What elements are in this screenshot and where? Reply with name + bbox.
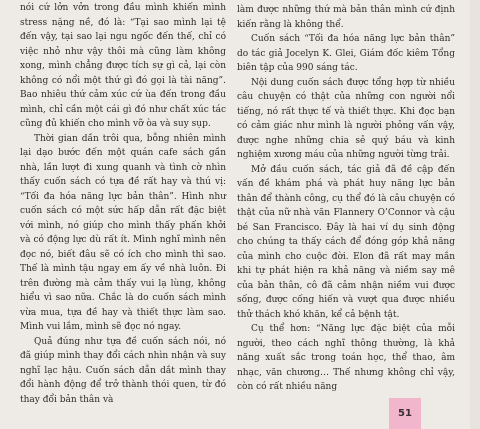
paragraph: Quả đúng như tựa đề cuốn sách nói, nó đã giúp mình thay đổi cách nhìn nhận và suy nghĩ lạc hậu. Cuốn sách dẫn dắt mình thay đổi hành động để trở thành thói quen, từ đó thay đổi bản thân và <box>20 336 226 405</box>
paragraph: làm được những thứ mà bản thân mình cứ định kiến rằng là không thể. <box>237 5 455 30</box>
right-column <box>237 3 455 395</box>
page-number: 51 <box>398 408 412 419</box>
page-number-badge <box>389 398 421 429</box>
paragraph: Mở đầu cuốn sách, tác giả đã đề cập đến vấn đề khám phá và phát huy năng lực bản thân để thành công, cụ thể đó là câu chuyện có thật của nữ nhà văn Flannery O’Connor và cậu bé San Francisco. Đây là hai ví dụ sinh động cho chúng ta thấy cách để đóng góp khả năng của mình cho cuộc đời. Elon đã rất may mắn khi tự phát hiện ra khả năng và niềm say mê của bản thân, cô đã cảm nhận niềm vui được sống, được cống hiến và vượt qua được nhiều thử thách khó khăn, kể cả bệnh tật. <box>237 164 455 320</box>
paragraph: Nội dung cuốn sách được tổng hợp từ nhiều câu chuyện có thật của những con người nổi tiếng, nó rất thực tế và thiết thực. Khi đọc bạn có cảm giác như mình là người phỏng vấn vậy, được nghe những chia sẻ quý báu và kinh nghiệm xương máu của những người từng trải. <box>237 77 455 160</box>
paragraph: Cuốn sách “Tối đa hóa năng lực bản thân” do tác giả Jocelyn K. Glei, Giám đốc kiêm Tổng biên tập của 990 sáng tác. <box>237 34 455 73</box>
paragraph: Cụ thể hơn: “Năng lực đặc biệt của mỗi người, theo cách nghĩ thông thường, là khả năng xuất sắc trong toán học, thể thao, âm nhạc, văn chương… Thế nhưng không chỉ vậy, còn có rất nhiều năng <box>237 324 455 392</box>
page-edge <box>470 0 480 429</box>
left-column <box>20 1 226 407</box>
paragraph: nói cứ lởn vởn trong đầu mình khiến mình stress nặng nề, đó là: “Tại sao mình lại tệ đến vậy, tại sao lại ngu ngốc đến thế, chỉ có việc nhỏ như vậy thôi mà cũng làm không xong, mình chẳng được tích sự gì cả, lại còn không có nổi một thứ gì đó gọi là tài năng”. Bao nhiêu thứ cảm xúc cứ ùa đến trong đầu mình, chỉ cần một cái gì đó như chất xúc tác cũng đủ khiến cho mình vỡ òa và suy sụp. <box>20 3 226 129</box>
paragraph: Thời gian dần trôi qua, bỗng nhiên mình lại dạo bước đến một quán cafe sách gần nhà, lần lượt đi xung quanh và tình cờ nhìn thấy cuốn sách có tựa đề rất hay và thú vị: “Tối đa hóa năng lực bản thân”. Hình như cuốn sách có một sức hấp dẫn rất đặc biệt với mình, nó giúp cho mình thấy phấn khởi và có động lực dù rất ít. Mình nghĩ mình nên đọc nó, biết đâu sẽ có ích cho mình thì sao. Thế là mình tậu ngay em ấy về nhà luôn. Đi trên đường mà cảm thấy vui lạ lùng, không hiểu vì sao nữa. Chắc là do cuốn sách mình vừa mua, tựa đề hay và thiết thực làm sao. Mình vui lắm, mình sẽ đọc nó ngay. <box>20 133 226 332</box>
